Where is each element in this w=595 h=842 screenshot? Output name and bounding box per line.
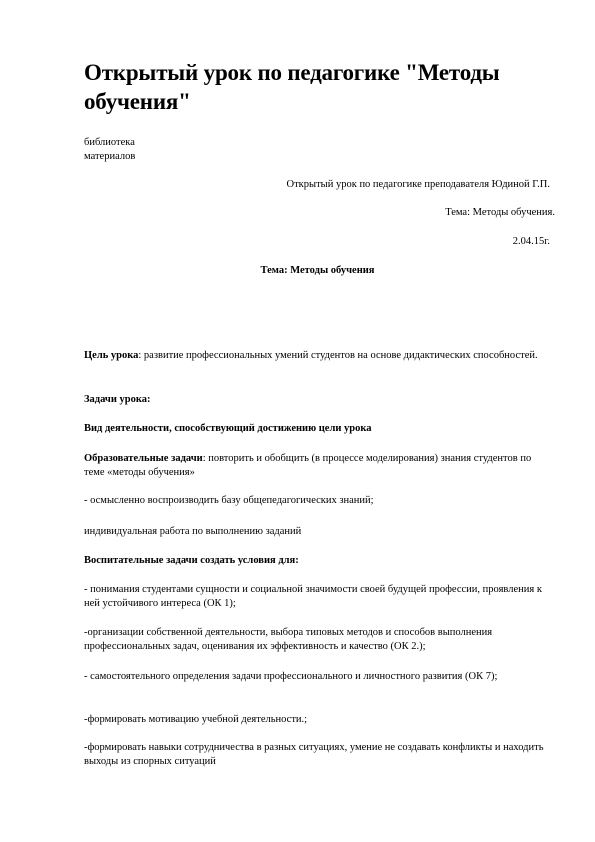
edu-tasks-label: Образовательные задачи bbox=[84, 453, 203, 464]
document-title: Открытый урок по педагогике "Методы обучения" bbox=[84, 60, 500, 114]
bullet-knowledge-base: - осмысленно воспроизводить базу общепедагогических знаний; bbox=[84, 495, 374, 506]
edu-tasks-text: : повторить и обобщить (в процессе моделирования) знания студентов по теме «методы обучения» bbox=[84, 453, 532, 478]
bullet-activity-organization: -организации собственной деятельности, выбора типовых методов и способов выполнения профессиональных задач, оценивания их эффективность и качество (ОК 2.); bbox=[84, 627, 493, 652]
individual-work-line: индивидуальная работа по выполнению заданий bbox=[84, 526, 302, 537]
edu-tasks-paragraph bbox=[84, 452, 554, 479]
library-line-2: материалов bbox=[84, 151, 136, 162]
goal-label: Цель урока bbox=[84, 350, 139, 361]
upbringing-heading: Воспитательные задачи создать условия для: bbox=[84, 555, 299, 566]
library-label bbox=[84, 136, 135, 164]
topic-heading: Тема: Методы обучения bbox=[260, 265, 375, 276]
library-line-1: библиотека bbox=[84, 137, 135, 148]
header-date: 2.04.15г. bbox=[512, 236, 550, 247]
bullet-self-development: - самостоятельного определения задачи профессионального и личностного развития (ОК 7); bbox=[84, 671, 498, 682]
bullet-motivation: -формировать мотивацию учебной деятельности.; bbox=[84, 714, 308, 725]
goal-text: : развитие профессиональных умений студентов на основе дидактических способностей. bbox=[138, 350, 538, 361]
activity-heading: Вид деятельности, способствующий достижению цели урока bbox=[84, 423, 372, 434]
header-topic-line: Тема: Методы обучения. bbox=[445, 207, 555, 218]
bullet-profession-understanding: - понимания студентами сущности и социальной значимости своей будущей профессии, проявления к ней устойчивого интереса (ОК 1); bbox=[84, 584, 542, 609]
goal-paragraph bbox=[84, 349, 554, 363]
bullet-cooperation: -формировать навыки сотрудничества в разных ситуациях, умение не создавать конфликты и находить выходы из спорных ситуаций bbox=[84, 742, 544, 767]
tasks-heading: Задачи урока: bbox=[84, 394, 151, 405]
header-teacher-line: Открытый урок по педагогике преподавателя Юдиной Г.П. bbox=[286, 179, 550, 190]
